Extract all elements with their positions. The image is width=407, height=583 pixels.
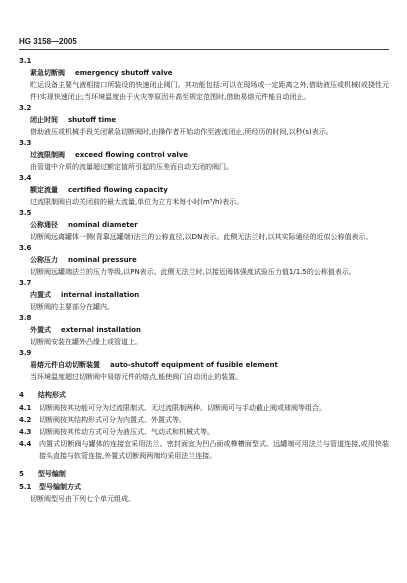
term-en: nominal diameter <box>68 221 138 229</box>
term-en: certified flowing capacity <box>68 186 168 194</box>
definition-text: 贮运设备主要气液相接口所装设的快速闭止阀门。其功能包括:可以在现场或一定距离之外,借助液压或机械(或挠性元件)实现快速闭止;当环境温度由于火灾等原因升高至规定范围时,借助易熔元件能自动闭止。 <box>30 81 389 101</box>
definitions-list <box>19 56 389 383</box>
definition-number: 3.7 <box>19 279 32 287</box>
term-en: external installation <box>61 326 142 334</box>
definition-term <box>19 254 389 266</box>
term-zh: 外置式 <box>30 326 51 334</box>
item-number: 4.3 <box>19 428 32 436</box>
item-text: 切断阀按其功能可分为过流限制式、无过流限制两种。切断阀可与手动截止阀或球阀等组合。 <box>39 404 326 412</box>
term-en: emergency shutoff valve <box>75 69 173 77</box>
definition-text: 切断阀安装在罐外凸缘上或管道上。 <box>30 338 142 346</box>
definition-term <box>19 184 389 196</box>
term-zh: 易熔元件自动切断装置 <box>30 361 100 369</box>
item-number: 4.4 <box>19 440 32 448</box>
term-en: nominal pressure <box>68 256 137 264</box>
definition-term <box>19 289 389 301</box>
definition-term <box>19 114 389 126</box>
item-text: 内置式切断阀与罐体的连接宜采用法兰。密封面宜为凹凸面或榫槽面型式。远罐端可用法兰与管道连接,或用快装接头直接与软管连接,外置式切断阀两端均采用法兰连接。 <box>39 440 389 460</box>
definition-term <box>19 324 389 336</box>
section-4-items <box>19 402 389 462</box>
definition-3-5 <box>19 208 389 243</box>
section-number: 4 <box>19 391 24 399</box>
clause-4-3 <box>19 426 389 438</box>
document-body <box>19 56 389 505</box>
definition-3-4 <box>19 173 389 208</box>
definition-term <box>19 149 389 161</box>
definition-3-8 <box>19 313 389 348</box>
section-number: 5 <box>19 470 24 478</box>
definition-text: 过流限制阀自动关闭前的最大流量,单位为立方米每小时(m³/h)表示。 <box>30 198 244 206</box>
definition-number: 3.9 <box>19 349 32 357</box>
clause-4-1 <box>19 402 389 414</box>
term-zh: 过流限制阀 <box>30 151 65 159</box>
definition-number: 3.6 <box>19 244 32 252</box>
term-en: auto-shutoff equipment of fusible element <box>110 361 278 369</box>
section-title: 结构形式 <box>37 391 66 399</box>
subsection-5-1 <box>19 481 389 493</box>
section-title: 型号编制 <box>37 470 66 478</box>
item-text: 切断阀型号由下列七个单元组成。 <box>30 495 135 503</box>
term-zh: 公称通径 <box>30 221 58 229</box>
definition-number: 3.4 <box>19 174 32 182</box>
item-number: 4.1 <box>19 404 32 412</box>
definition-number: 3.3 <box>19 139 32 147</box>
standard-code: HG 3158—2005 <box>19 37 77 46</box>
term-zh: 闭止时间 <box>30 116 58 124</box>
section-4-heading <box>19 388 389 402</box>
term-zh: 额定流量 <box>30 186 58 194</box>
definition-text: 借助液压或机械手段关闭紧急切断阀时,由操作者开始动作至液流闭止,所经历的时间,以秒(s)表示。 <box>30 128 333 136</box>
term-zh: 公称压力 <box>30 256 58 264</box>
definition-text: 切断阀的主要部分在罐内。 <box>30 303 114 311</box>
definition-text: 切断阀远离罐体一侧(背靠远罐端)法兰的公称直径,以DN表示。此侧无法兰时,以其实际通径的近似公称值表示。 <box>30 233 373 241</box>
item-text: 切断阀按其结构形式可分为内置式、外置式等。 <box>39 416 186 424</box>
definition-3-9 <box>19 348 389 383</box>
header-rule <box>19 49 389 50</box>
definition-3-3 <box>19 138 389 173</box>
definition-3-1 <box>19 56 389 103</box>
term-en: shutoff time <box>68 116 117 124</box>
definition-3-7 <box>19 278 389 313</box>
definition-term <box>19 359 389 371</box>
definition-number: 3.5 <box>19 209 32 217</box>
term-en: internal installation <box>61 291 140 299</box>
item-number: 4.2 <box>19 416 32 424</box>
term-zh: 紧急切断阀 <box>30 69 65 77</box>
item-text: 切断阀按其传动方式可分为液压式、气动式和机械式等。 <box>39 428 214 436</box>
clause-4-4 <box>19 438 389 462</box>
term-zh: 内置式 <box>30 291 51 299</box>
definition-number: 3.2 <box>19 104 32 112</box>
definition-number: 3.8 <box>19 314 32 322</box>
definition-text: 由管道中介质的流量超过额定值所引起的压差而自动关闭的阀门。 <box>30 163 233 171</box>
item-title: 型号编制方式 <box>39 483 81 491</box>
term-en: exceed flowing control valve <box>75 151 189 159</box>
definition-number: 3.1 <box>19 57 32 65</box>
definition-text: 当环境温度超过切断阀中易熔元件的熔点,能使阀门自动闭止的装置。 <box>30 373 243 381</box>
definition-text: 切断阀远罐端法兰的压力等级,以PN表示。此侧无法兰时,以接近阀体强度试验压力值1/1.5的公称值表示。 <box>30 268 356 276</box>
definition-term <box>19 219 389 231</box>
definition-3-6 <box>19 243 389 278</box>
clause-4-2 <box>19 414 389 426</box>
section-5-heading <box>19 467 389 481</box>
definition-term <box>19 67 389 79</box>
item-number: 5.1 <box>19 483 32 491</box>
definition-3-2 <box>19 103 389 138</box>
